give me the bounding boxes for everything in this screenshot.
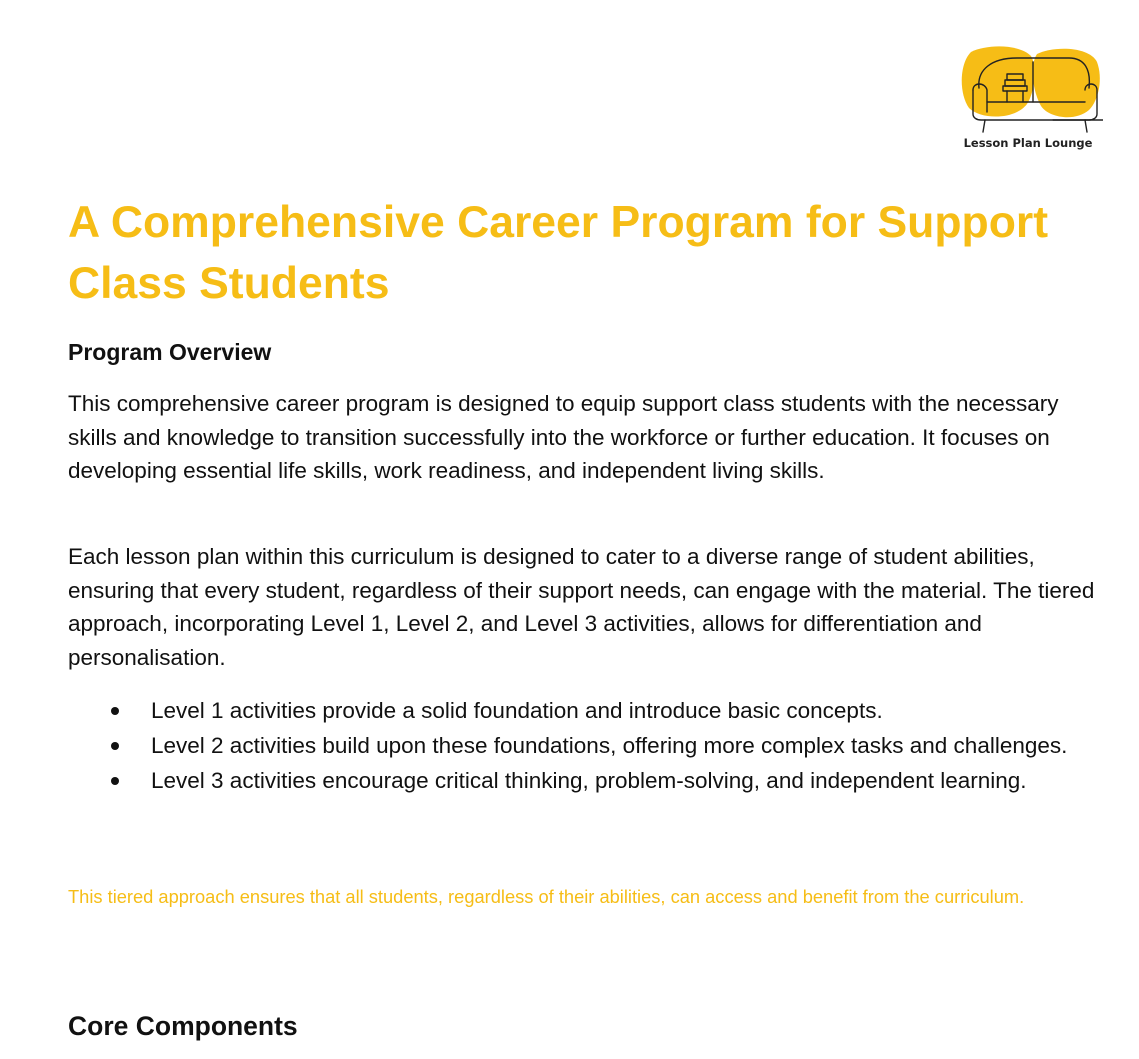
list-item: [68, 694, 1108, 728]
list-item-text: Level 2 activities build upon these foundations, offering more complex tasks and challenges.: [151, 733, 1068, 758]
level-activities-list: [68, 694, 1108, 799]
brand-name: Lesson Plan Lounge: [963, 136, 1093, 150]
overview-paragraph-2: Each lesson plan within this curriculum is designed to cater to a diverse range of student abilities, ensuring that every student, regardless of their support needs, can engage with the material. The tiered approach, incorporating Level 1, Level 2, and Level 3 activities, allows for differentiation and personalisation.: [68, 544, 1095, 670]
list-item-text: Level 1 activities provide a solid foundation and introduce basic concepts.: [151, 698, 883, 723]
tiered-approach-note: This tiered approach ensures that all students, regardless of their abilities, can access and benefit from the curriculum.: [68, 886, 1025, 907]
list-item: [68, 729, 1108, 763]
brand-logo: [955, 40, 1105, 155]
bullet-icon: [111, 777, 119, 785]
bullet-icon: [111, 707, 119, 715]
couch-with-books-icon: [957, 42, 1103, 136]
list-item-text: Level 3 activities encourage critical thinking, problem-solving, and independent learning.: [151, 768, 1027, 793]
list-item: [68, 764, 1108, 798]
page-title: A Comprehensive Career Program for Support Class Students: [68, 198, 1049, 308]
core-components-heading: Core Components: [68, 1011, 298, 1041]
overview-paragraph-1: This comprehensive career program is designed to equip support class students with the necessary skills and knowledge to transition successfully into the workforce or further education. It focuses on developing essential life skills, work readiness, and independent living skills.: [68, 391, 1059, 483]
program-overview-heading: Program Overview: [68, 339, 272, 365]
bullet-icon: [111, 742, 119, 750]
